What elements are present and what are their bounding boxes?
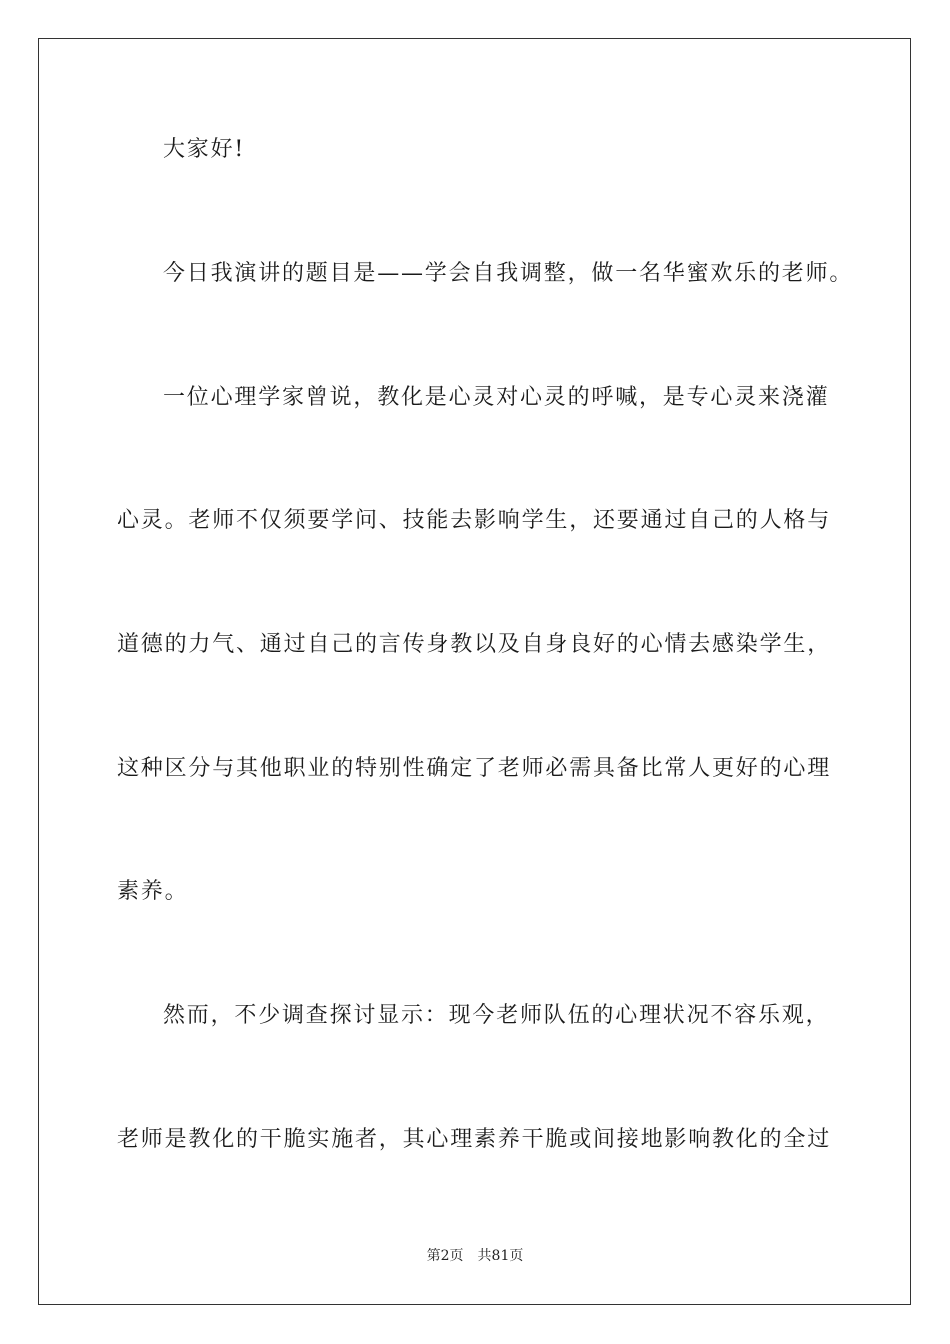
paragraph-line: 老师是教化的干脆实施者，其心理素养干脆或间接地影响教化的全过: [117, 1127, 832, 1152]
paragraph-line: 心灵。老师不仅须要学问、技能去影响学生，还要通过自己的人格与: [117, 508, 832, 533]
paragraph-line: 一位心理学家曾说，教化是心灵对心灵的呼喊，是专心灵来浇灌: [163, 385, 830, 410]
paragraph-line: 素养。: [117, 879, 189, 904]
page-border: [38, 38, 911, 1305]
paragraph-line: 然而，不少调查探讨显示：现今老师队伍的心理状况不容乐观，: [163, 1003, 830, 1028]
page-total: 共81页: [477, 1248, 524, 1264]
greeting-line: 大家好!: [163, 137, 246, 162]
page-number: 第2页: [426, 1248, 464, 1264]
paragraph-line: 道德的力气、通过自己的言传身教以及自身良好的心情去感染学生，: [117, 632, 832, 657]
paragraph-line: 这种区分与其他职业的特别性确定了老师必需具备比常人更好的心理: [117, 756, 832, 781]
page-footer: [0, 1246, 950, 1266]
paragraph-line: 今日我演讲的题目是——学会自我调整，做一名华蜜欢乐的老师。: [163, 261, 854, 286]
